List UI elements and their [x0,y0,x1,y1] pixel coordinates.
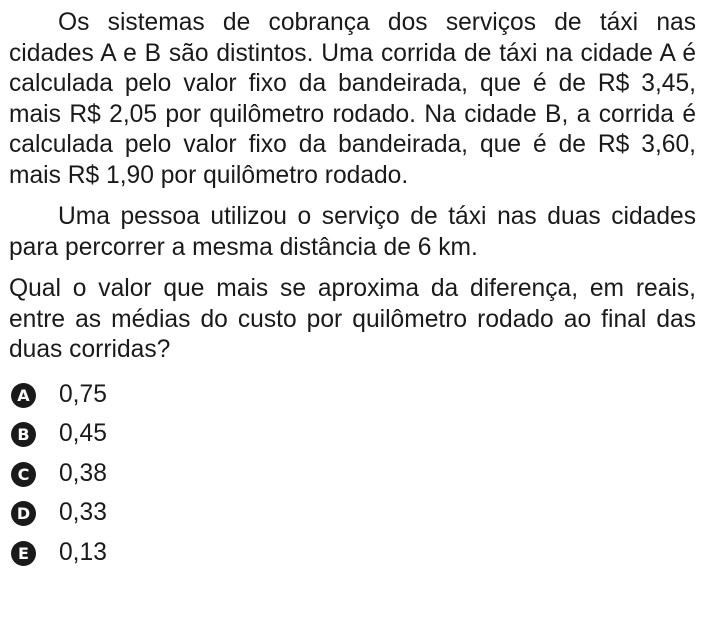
option-d[interactable] [9,494,696,534]
option-a[interactable] [9,376,696,416]
option-c-badge-icon: C [11,462,36,487]
option-e-text: 0,13 [59,538,107,566]
statement-paragraph-2: Uma pessoa utilizou o serviço de táxi nas duas cidades para percorrer a mesma distância de 6 km. [9,203,696,261]
option-b-badge-icon: B [11,422,36,447]
option-d-text: 0,33 [59,499,107,527]
option-b-text: 0,45 [59,420,107,448]
answer-options [9,376,696,574]
option-e-badge-icon: E [11,541,36,566]
option-c[interactable] [9,455,696,495]
statement-paragraph-1: Os sistemas de cobrança dos serviços de táxi nas cidades A e B são distintos. Uma corrida de táxi na cidade A é calculada pelo valor fixo da bandeirada, que é de R$ 3,45, mais R$ 2,05 por quilômetro rodado. Na cidade B, a corrida é calculada pelo valor fixo da bandeirada, que é de R$ 3,60, mais R$ 1,90 por quilômetro rodado. [9,9,696,189]
option-c-text: 0,38 [59,459,107,487]
question-prompt: Qual o valor que mais se aproxima da diferença, em reais, entre as médias do custo por quilômetro rodado ao final das duas corridas? [9,275,696,363]
option-a-text: 0,75 [59,380,107,408]
option-a-badge-icon: A [11,383,36,408]
option-b[interactable] [9,415,696,455]
option-e[interactable] [9,534,696,574]
option-d-badge-icon: D [11,501,36,526]
